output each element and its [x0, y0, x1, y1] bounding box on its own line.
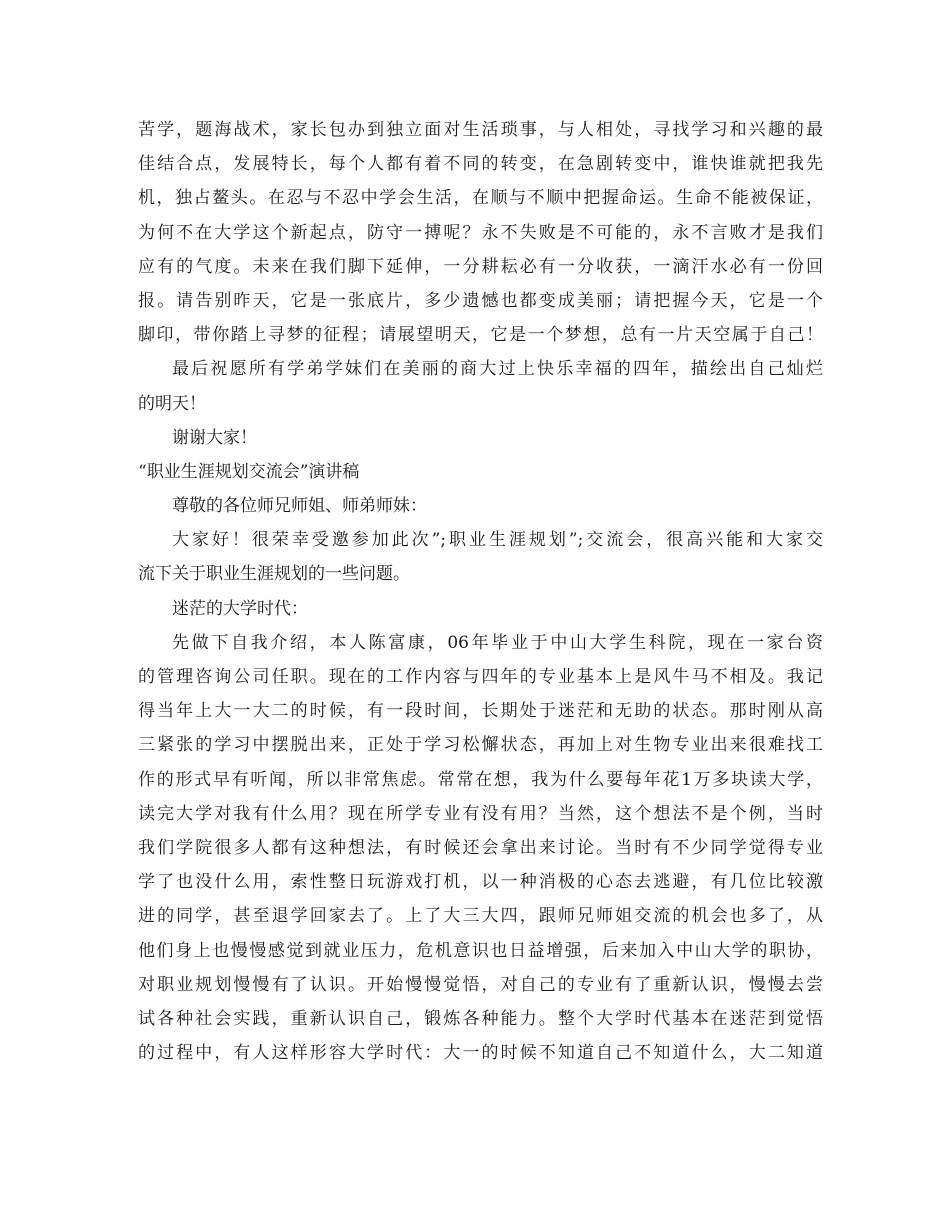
thanks-line [138, 421, 823, 455]
wishes-paragraph [138, 352, 823, 420]
speech-title [138, 455, 823, 489]
text-line: 得当年上大一大二的时候，有一段时间，长期处于迷茫和无助的状态。那时刚从高 [138, 701, 823, 722]
text-line: 他们身上也慢慢感觉到就业压力，危机意识也日益增强，后来加入中山大学的职协， [138, 940, 823, 961]
text-line: 机，独占鳌头。在忍与不忍中学会生活，在顺与不顺中把握命运。生命不能被保证， [138, 188, 823, 209]
text-line: 作的形式早有听闻，所以非常焦虑。常常在想，我为什么要每年花1万多块读大学， [138, 769, 823, 790]
salutation [138, 489, 823, 523]
text-line: 流下关于职业生涯规划的一些问题。 [138, 564, 410, 585]
text-line: 的管理咨询公司任职。现在的工作内容与四年的专业基本上是风牛马不相及。我记 [138, 667, 823, 687]
text-line: “职业生涯规划交流会”演讲稿 [138, 461, 360, 482]
section-heading [138, 592, 823, 626]
text-line: 大家好！很荣幸受邀参加此次”;职业生涯规划”;交流会，很高兴能和大家交 [172, 530, 823, 551]
text-line: 为何不在大学这个新起点，防守一搏呢？永不失败是不可能的，永不言败才是我们 [138, 222, 823, 243]
text-line: 三紧张的学习中摆脱出来，正处于学习松懈状态，再加上对生物专业出来很难找工 [138, 735, 823, 756]
text-line: 报。请告别昨天，它是一张底片，多少遗憾也都变成美丽；请把握今天，它是一个 [138, 290, 823, 311]
text-line: 进的同学，甚至退学回家去了。上了大三大四，跟师兄师姐交流的机会也多了，从 [138, 906, 823, 927]
opening-paragraph [138, 523, 823, 591]
text-line: 尊敬的各位师兄师姐、师弟师妹： [172, 496, 427, 517]
document-body [138, 113, 823, 1070]
text-line: 读完大学对我有什么用？现在所学专业有没有用？当然，这个想法不是个例，当时 [138, 803, 823, 824]
text-line: 迷茫的大学时代： [172, 598, 308, 619]
text-line: 我们学院很多人都有这种想法，有时候还会拿出来讨论。当时有不少同学觉得专业 [138, 837, 823, 858]
text-line: 试各种社会实践，重新认识自己，锻炼各种能力。整个大学时代基本在迷茫到觉悟 [138, 1008, 823, 1029]
text-line: 的过程中，有人这样形容大学时代：大一的时候不知道自己不知道什么，大二知道 [138, 1043, 823, 1064]
closing-paragraph [138, 113, 823, 352]
text-line: 的明天！ [138, 393, 206, 414]
text-line: 应有的气度。未来在我们脚下延伸，一分耕耘必有一分收获，一滴汗水必有一份回 [138, 256, 823, 277]
text-line: 佳结合点，发展特长，每个人都有着不同的转变，在急剧转变中，谁快谁就把我先 [138, 154, 823, 175]
text-line: 脚印，带你踏上寻梦的征程；请展望明天，它是一个梦想，总有一片天空属于自己！ [138, 325, 823, 346]
text-line: 谢谢大家！ [172, 427, 257, 448]
text-line: 对职业规划慢慢有了认识。开始慢慢觉悟，对自己的专业有了重新认识，慢慢去尝 [138, 974, 823, 995]
text-line: 先做下自我介绍，本人陈富康，06年毕业于中山大学生科院，现在一家台资 [172, 632, 823, 653]
text-line: 最后祝愿所有学弟学妹们在美丽的商大过上快乐幸福的四年，描绘出自己灿烂 [172, 359, 823, 380]
text-line: 学了也没什么用，索性整日玩游戏打机，以一种消极的心态去逃避，有几位比较激 [138, 872, 823, 893]
intro-paragraph [138, 626, 823, 1070]
text-line: 苦学，题海战术，家长包办到独立面对生活琐事，与人相处，寻找学习和兴趣的最 [138, 120, 823, 140]
